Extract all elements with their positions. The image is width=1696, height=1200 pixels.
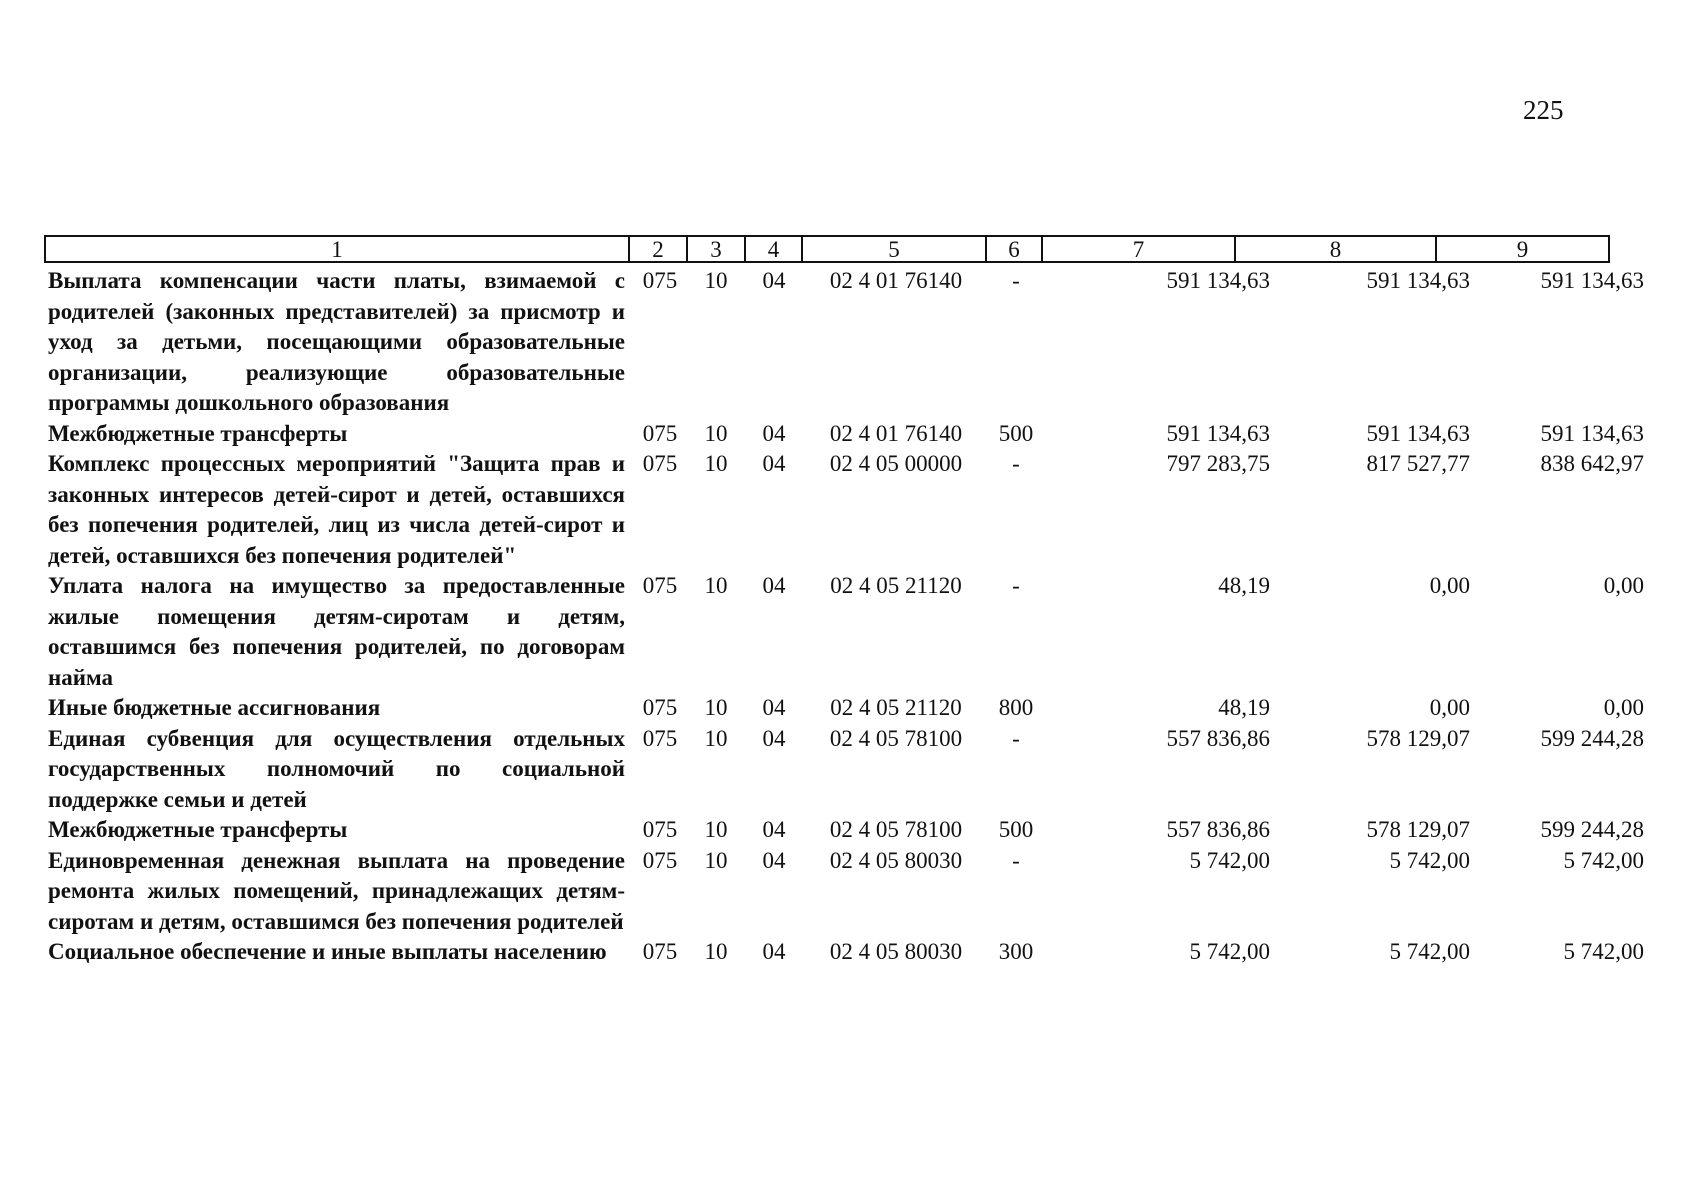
- cell-col-8: 0,00: [1429, 573, 1470, 598]
- cell-col-5: 02 4 05 78100: [829, 725, 963, 751]
- cell-col-2: 075: [642, 573, 678, 598]
- row-description: Межбюджетные трансферты: [48, 420, 348, 446]
- cell-col-3: 10: [704, 847, 728, 873]
- cell-col-9: 0,00: [1603, 695, 1644, 720]
- cell-col-8: 578 129,07: [1366, 817, 1470, 842]
- cell-col-8: 0,00: [1429, 695, 1470, 720]
- cell-col-2: 075: [642, 268, 678, 293]
- cell-col-3: 10: [704, 939, 728, 964]
- row-description: Социальное обеспечение и иные выплаты населению: [48, 939, 607, 964]
- cell-col-7: 557 836,86: [1166, 817, 1270, 842]
- cell-col-3: 10: [704, 573, 728, 598]
- table-header: [44, 235, 1610, 263]
- page-number: 225: [1523, 95, 1564, 125]
- cell-col-9: 5 742,00: [1563, 939, 1644, 964]
- cell-col-3: 10: [704, 817, 728, 842]
- cell-col-5: 02 4 05 78100: [829, 817, 963, 842]
- cell-col-8: 591 134,63: [1366, 268, 1470, 293]
- cell-col-7: 797 283,75: [1166, 451, 1270, 476]
- cell-col-9: 599 244,28: [1540, 817, 1644, 842]
- cell-col-4: 04: [762, 573, 786, 598]
- cell-col-9: 5 742,00: [1563, 847, 1644, 873]
- cell-col-2: 075: [642, 451, 678, 476]
- header-col-9: 9: [1516, 237, 1529, 262]
- cell-col-9: 599 244,28: [1540, 725, 1644, 751]
- cell-col-8: 817 527,77: [1366, 451, 1470, 476]
- cell-col-7: 48,19: [1218, 695, 1270, 720]
- cell-col-9: 591 134,63: [1540, 420, 1644, 446]
- cell-col-4: 04: [762, 451, 786, 476]
- cell-col-4: 04: [762, 817, 786, 842]
- table-row: [48, 846, 1644, 938]
- table-row: [48, 937, 1644, 968]
- header-col-3: 3: [688, 237, 746, 261]
- cell-col-4: 04: [762, 939, 786, 964]
- cell-col-5: 02 4 05 80030: [829, 939, 963, 964]
- cell-col-6: -: [1012, 451, 1020, 476]
- cell-col-5: 02 4 05 00000: [829, 451, 963, 476]
- cell-col-7: 557 836,86: [1166, 725, 1270, 751]
- table-row: [48, 419, 1644, 450]
- cell-col-6: -: [1012, 268, 1020, 293]
- row-description: Единовременная денежная выплата на проведение ремонта жилых помещений, принадлежащих детям-сиротам и детям, оставшимся без попечения родителей: [48, 847, 625, 934]
- cell-col-6: -: [1012, 847, 1020, 873]
- table-row: [48, 449, 1644, 571]
- cell-col-6: -: [1012, 573, 1020, 598]
- cell-col-2: 075: [642, 725, 678, 751]
- cell-col-8: 591 134,63: [1366, 420, 1470, 446]
- cell-col-6: 500: [998, 420, 1034, 446]
- cell-col-9: 0,00: [1603, 573, 1644, 598]
- cell-col-2: 075: [642, 939, 678, 964]
- cell-col-6: 500: [998, 817, 1034, 842]
- cell-col-9: 591 134,63: [1540, 268, 1644, 293]
- cell-col-6: 300: [998, 939, 1034, 964]
- cell-col-7: 48,19: [1218, 573, 1270, 598]
- cell-col-5: 02 4 05 21120: [830, 573, 962, 598]
- header-col-4: 4: [746, 237, 803, 261]
- cell-col-8: 5 742,00: [1389, 939, 1470, 964]
- header-col-1: 1: [46, 237, 630, 261]
- cell-col-5: 02 4 01 76140: [829, 268, 963, 293]
- header-col-2: 2: [630, 237, 688, 261]
- table-row: [48, 571, 1644, 693]
- header-col-8: 8: [1236, 237, 1437, 261]
- cell-col-2: 075: [642, 847, 678, 873]
- row-description: Иные бюджетные ассигнования: [48, 695, 381, 720]
- cell-col-8: 5 742,00: [1389, 847, 1470, 873]
- row-description: Уплата налога на имущество за предоставленные жилые помещения детям-сиротам и детям, оставшимся без попечения родителей, по договорам найма: [48, 573, 625, 690]
- header-col-5: 5: [803, 237, 987, 261]
- row-description: Выплата компенсации части платы, взимаемой с родителей (законных представителей) за присмотр и уход за детьми, посещающими образовательные организации, реализующие образовательные программы дошкольного образования: [48, 268, 625, 415]
- cell-col-4: 04: [762, 420, 786, 446]
- row-description: Межбюджетные трансферты: [48, 817, 348, 842]
- cell-col-8: 578 129,07: [1366, 725, 1470, 751]
- cell-col-6: -: [1012, 725, 1020, 751]
- cell-col-3: 10: [704, 268, 728, 293]
- cell-col-4: 04: [762, 725, 786, 751]
- cell-col-5: 02 4 05 80030: [829, 847, 963, 873]
- row-description: Комплекс процессных мероприятий "Защита прав и законных интересов детей-сирот и детей, оставшихся без попечения родителей, лиц из числа детей-сирот и детей, оставшихся без попечения родителей": [48, 451, 625, 568]
- cell-col-3: 10: [704, 695, 728, 720]
- row-description: Единая субвенция для осуществления отдельных государственных полномочий по социальной поддержке семьи и детей: [48, 725, 625, 812]
- cell-col-7: 5 742,00: [1189, 939, 1270, 964]
- cell-col-4: 04: [762, 847, 786, 873]
- table-row: [48, 266, 1644, 419]
- cell-col-4: 04: [762, 268, 786, 293]
- cell-col-9: 838 642,97: [1540, 451, 1644, 476]
- cell-col-2: 075: [642, 695, 678, 720]
- cell-col-7: 5 742,00: [1189, 847, 1270, 873]
- cell-col-5: 02 4 01 76140: [829, 420, 963, 446]
- cell-col-5: 02 4 05 21120: [830, 695, 962, 720]
- table-body: [48, 266, 1644, 968]
- cell-col-3: 10: [704, 725, 728, 751]
- cell-col-2: 075: [642, 420, 678, 446]
- table-row: [48, 693, 1644, 724]
- header-col-6: 6: [987, 237, 1043, 261]
- cell-col-7: 591 134,63: [1166, 420, 1270, 446]
- cell-col-3: 10: [704, 451, 728, 476]
- table-row: [48, 815, 1644, 846]
- cell-col-4: 04: [762, 695, 786, 720]
- cell-col-6: 800: [998, 695, 1034, 720]
- header-col-7: 7: [1043, 237, 1236, 261]
- cell-col-7: 591 134,63: [1166, 268, 1270, 293]
- cell-col-3: 10: [704, 420, 728, 446]
- cell-col-2: 075: [642, 817, 678, 842]
- table-row: [48, 724, 1644, 816]
